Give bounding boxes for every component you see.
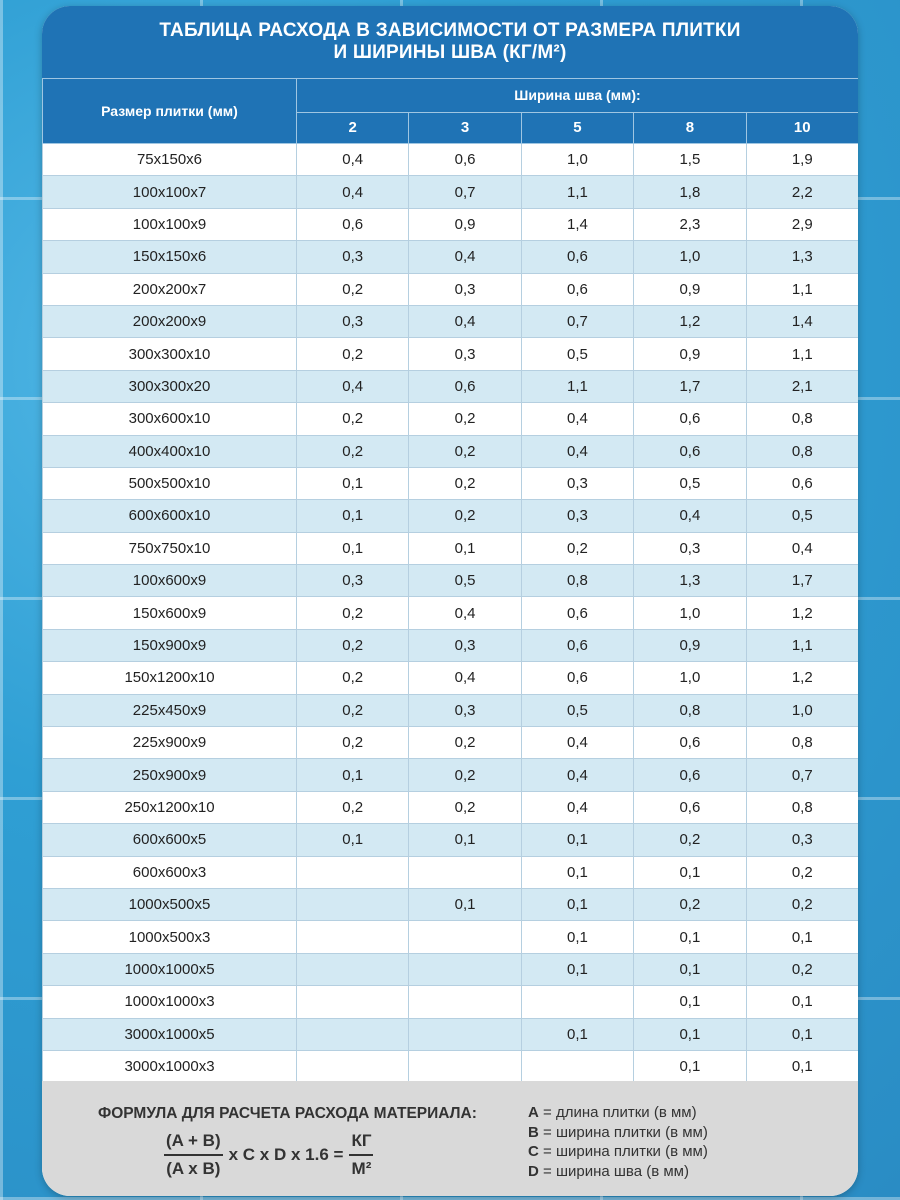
- consumption-value-cell: 1,3: [634, 565, 746, 597]
- consumption-value-cell: 1,1: [746, 273, 858, 305]
- table-row: [43, 305, 859, 337]
- table-row: [43, 403, 859, 435]
- consumption-value-cell: 1,9: [746, 144, 858, 176]
- legend-item: [528, 1103, 708, 1123]
- consumption-value-cell: 0,2: [297, 791, 409, 823]
- consumption-value-cell: 0,4: [521, 759, 633, 791]
- tile-size-cell: 600x600x10: [43, 500, 297, 532]
- consumption-value-cell: 0,1: [297, 824, 409, 856]
- consumption-value-cell: 0,1: [297, 500, 409, 532]
- tile-size-cell: 750x750x10: [43, 532, 297, 564]
- formula-fraction: [164, 1131, 223, 1179]
- consumption-value-cell: 0,1: [634, 953, 746, 985]
- formula-numerator: (A + B): [164, 1131, 223, 1156]
- consumption-value-cell: 0,1: [521, 953, 633, 985]
- formula-equation: [164, 1131, 373, 1179]
- consumption-value-cell: 1,5: [634, 144, 746, 176]
- consumption-value-cell: 0,5: [409, 565, 521, 597]
- consumption-value-cell: 1,4: [746, 305, 858, 337]
- consumption-value-cell: 0,3: [297, 565, 409, 597]
- tile-size-cell: 150x1200x10: [43, 662, 297, 694]
- tile-size-cell: 225x450x9: [43, 694, 297, 726]
- consumption-value-cell: 0,4: [521, 403, 633, 435]
- formula-legend: [528, 1103, 708, 1181]
- table-row: [43, 727, 859, 759]
- consumption-value-cell: 0,1: [634, 856, 746, 888]
- title-line-1: ТАБЛИЦА РАСХОДА В ЗАВИСИМОСТИ ОТ РАЗМЕРА ПЛИТКИ: [159, 20, 741, 41]
- consumption-value-cell: 0,4: [409, 662, 521, 694]
- consumption-value-cell: 0,2: [409, 759, 521, 791]
- consumption-value-cell: 2,9: [746, 208, 858, 240]
- consumption-value-cell: 0,2: [409, 403, 521, 435]
- tile-size-cell: 1000x1000x3: [43, 986, 297, 1018]
- consumption-value-cell: 0,2: [297, 403, 409, 435]
- consumption-value-cell: 0,2: [746, 856, 858, 888]
- tile-size-cell: 1000x1000x5: [43, 953, 297, 985]
- consumption-value-cell: 1,3: [746, 241, 858, 273]
- table-row: [43, 467, 859, 499]
- tile-size-cell: 200x200x9: [43, 305, 297, 337]
- consumption-value-cell: [297, 888, 409, 920]
- legend-key: B: [528, 1123, 539, 1141]
- table-row: [43, 144, 859, 176]
- consumption-value-cell: 0,2: [297, 338, 409, 370]
- table-row: [43, 532, 859, 564]
- consumption-value-cell: 0,5: [521, 694, 633, 726]
- consumption-value-cell: 0,8: [746, 435, 858, 467]
- table-row: [43, 759, 859, 791]
- tile-size-cell: 1000x500x5: [43, 888, 297, 920]
- consumption-value-cell: [297, 921, 409, 953]
- tile-size-cell: 150x900x9: [43, 629, 297, 661]
- consumption-value-cell: 0,6: [521, 629, 633, 661]
- consumption-value-cell: 0,5: [521, 338, 633, 370]
- consumption-value-cell: 0,4: [634, 500, 746, 532]
- consumption-value-cell: 0,3: [409, 338, 521, 370]
- joint-width-column: 2: [297, 112, 409, 143]
- size-column-header: Размер плитки (мм): [43, 79, 297, 144]
- table-row: [43, 629, 859, 661]
- consumption-value-cell: 0,1: [634, 921, 746, 953]
- consumption-value-cell: [297, 953, 409, 985]
- tile-size-cell: 600x600x3: [43, 856, 297, 888]
- formula-unit-denominator: М²: [351, 1159, 372, 1178]
- tile-size-cell: 300x300x10: [43, 338, 297, 370]
- table-row: [43, 856, 859, 888]
- consumption-value-cell: 0,7: [521, 305, 633, 337]
- formula-unit-numerator: КГ: [349, 1131, 373, 1156]
- consumption-value-cell: 0,3: [746, 824, 858, 856]
- consumption-value-cell: 0,1: [297, 467, 409, 499]
- tile-size-cell: 150x600x9: [43, 597, 297, 629]
- consumption-value-cell: 0,2: [746, 888, 858, 920]
- consumption-value-cell: 0,6: [521, 597, 633, 629]
- consumption-value-cell: 0,4: [409, 241, 521, 273]
- consumption-value-cell: 0,1: [746, 921, 858, 953]
- consumption-value-cell: 0,2: [634, 888, 746, 920]
- consumption-value-cell: 0,3: [297, 305, 409, 337]
- table-row: [43, 597, 859, 629]
- consumption-value-cell: 0,2: [297, 694, 409, 726]
- consumption-value-cell: 0,9: [634, 338, 746, 370]
- consumption-value-cell: 1,0: [634, 662, 746, 694]
- consumption-value-cell: 0,6: [634, 435, 746, 467]
- legend-key: D: [528, 1162, 539, 1180]
- formula-middle: x C x D x 1.6 =: [228, 1145, 344, 1164]
- consumption-value-cell: 1,0: [634, 597, 746, 629]
- consumption-value-cell: 0,4: [521, 791, 633, 823]
- table-row: [43, 176, 859, 208]
- table-row: [43, 208, 859, 240]
- consumption-value-cell: 0,2: [409, 467, 521, 499]
- consumption-value-cell: 0,1: [521, 1018, 633, 1050]
- title-line-2: И ШИРИНЫ ШВА (КГ/М²): [333, 42, 567, 63]
- consumption-value-cell: 0,6: [634, 403, 746, 435]
- consumption-value-cell: 0,1: [634, 986, 746, 1018]
- consumption-value-cell: 0,1: [521, 824, 633, 856]
- consumption-value-cell: 0,1: [521, 888, 633, 920]
- table-row: [43, 338, 859, 370]
- consumption-value-cell: 0,1: [746, 1050, 858, 1082]
- table-body: [43, 144, 859, 1083]
- consumption-value-cell: 0,1: [746, 986, 858, 1018]
- table-row: [43, 824, 859, 856]
- table-row: [43, 273, 859, 305]
- table-row: [43, 565, 859, 597]
- consumption-value-cell: 0,3: [409, 273, 521, 305]
- consumption-value-cell: 0,6: [634, 759, 746, 791]
- consumption-value-cell: 1,2: [746, 597, 858, 629]
- consumption-value-cell: 0,6: [297, 208, 409, 240]
- consumption-value-cell: 1,7: [746, 565, 858, 597]
- consumption-value-cell: 0,4: [521, 435, 633, 467]
- table-row: [43, 791, 859, 823]
- consumption-value-cell: 0,1: [409, 824, 521, 856]
- legend-text: = ширина шва (в мм): [543, 1162, 689, 1180]
- consumption-card: [42, 6, 858, 1196]
- table-row: [43, 1018, 859, 1050]
- table-row: [43, 370, 859, 402]
- consumption-value-cell: [297, 1050, 409, 1082]
- legend-text: = ширина плитки (в мм): [543, 1123, 708, 1141]
- consumption-value-cell: 1,2: [634, 305, 746, 337]
- tile-size-cell: 100x100x9: [43, 208, 297, 240]
- legend-item: [528, 1142, 708, 1162]
- consumption-value-cell: 0,2: [297, 662, 409, 694]
- tile-size-cell: 300x300x20: [43, 370, 297, 402]
- consumption-value-cell: 0,4: [297, 370, 409, 402]
- formula-unit: [349, 1131, 373, 1179]
- consumption-value-cell: 1,1: [746, 629, 858, 661]
- consumption-value-cell: [297, 986, 409, 1018]
- consumption-value-cell: 0,6: [409, 370, 521, 402]
- table-row: [43, 986, 859, 1018]
- consumption-value-cell: 2,3: [634, 208, 746, 240]
- consumption-value-cell: [409, 856, 521, 888]
- joint-width-column: 5: [521, 112, 633, 143]
- consumption-value-cell: 0,2: [634, 824, 746, 856]
- consumption-value-cell: 0,2: [297, 435, 409, 467]
- joint-width-column: 8: [634, 112, 746, 143]
- consumption-value-cell: 0,6: [521, 662, 633, 694]
- table-row: [43, 953, 859, 985]
- consumption-value-cell: 0,2: [297, 629, 409, 661]
- consumption-value-cell: 1,0: [634, 241, 746, 273]
- consumption-value-cell: 1,7: [634, 370, 746, 402]
- consumption-value-cell: 0,3: [634, 532, 746, 564]
- consumption-value-cell: 1,1: [521, 370, 633, 402]
- consumption-value-cell: 0,2: [409, 727, 521, 759]
- tile-size-cell: 300x600x10: [43, 403, 297, 435]
- consumption-value-cell: 0,4: [746, 532, 858, 564]
- consumption-value-cell: 0,4: [521, 727, 633, 759]
- consumption-value-cell: 0,8: [746, 791, 858, 823]
- consumption-value-cell: 0,3: [521, 467, 633, 499]
- consumption-value-cell: 0,8: [746, 403, 858, 435]
- joint-width-header: Ширина шва (мм):: [297, 79, 859, 113]
- consumption-value-cell: 0,9: [634, 629, 746, 661]
- consumption-value-cell: 0,4: [297, 176, 409, 208]
- consumption-value-cell: [297, 856, 409, 888]
- consumption-value-cell: 0,7: [746, 759, 858, 791]
- consumption-value-cell: 0,6: [634, 791, 746, 823]
- table-row: [43, 1050, 859, 1082]
- consumption-value-cell: [409, 1018, 521, 1050]
- consumption-value-cell: [521, 1050, 633, 1082]
- consumption-value-cell: 0,2: [297, 273, 409, 305]
- tile-size-cell: 3000x1000x5: [43, 1018, 297, 1050]
- tile-size-cell: 150x150x6: [43, 241, 297, 273]
- consumption-value-cell: 0,3: [521, 500, 633, 532]
- consumption-value-cell: 0,1: [297, 532, 409, 564]
- joint-width-column: 3: [409, 112, 521, 143]
- page-title: [42, 6, 858, 78]
- consumption-value-cell: 1,0: [521, 144, 633, 176]
- table-row: [43, 435, 859, 467]
- tile-size-cell: 600x600x5: [43, 824, 297, 856]
- consumption-value-cell: 0,2: [409, 500, 521, 532]
- consumption-value-cell: 0,1: [634, 1050, 746, 1082]
- consumption-value-cell: 0,4: [409, 597, 521, 629]
- consumption-value-cell: 0,6: [746, 467, 858, 499]
- consumption-value-cell: 0,1: [521, 856, 633, 888]
- tile-size-cell: 250x900x9: [43, 759, 297, 791]
- legend-key: C: [528, 1143, 539, 1160]
- consumption-value-cell: 0,3: [297, 241, 409, 273]
- tile-size-cell: 200x200x7: [43, 273, 297, 305]
- table-row: [43, 694, 859, 726]
- table-row: [43, 500, 859, 532]
- formula-denominator: (A x B): [166, 1159, 221, 1178]
- consumption-value-cell: 0,4: [409, 305, 521, 337]
- table-row: [43, 662, 859, 694]
- consumption-value-cell: [409, 953, 521, 985]
- consumption-value-cell: 2,2: [746, 176, 858, 208]
- consumption-value-cell: 0,6: [521, 241, 633, 273]
- consumption-value-cell: [297, 1018, 409, 1050]
- consumption-value-cell: [521, 986, 633, 1018]
- consumption-value-cell: [409, 1050, 521, 1082]
- consumption-value-cell: 0,8: [521, 565, 633, 597]
- consumption-value-cell: 1,4: [521, 208, 633, 240]
- table-row: [43, 241, 859, 273]
- consumption-value-cell: 0,2: [521, 532, 633, 564]
- consumption-table: [42, 78, 858, 1083]
- consumption-value-cell: 0,1: [746, 1018, 858, 1050]
- consumption-value-cell: 0,9: [634, 273, 746, 305]
- consumption-value-cell: 0,2: [297, 727, 409, 759]
- tile-size-cell: 400x400x10: [43, 435, 297, 467]
- consumption-value-cell: 0,5: [634, 467, 746, 499]
- consumption-value-cell: 1,8: [634, 176, 746, 208]
- tile-size-cell: 1000x500x3: [43, 921, 297, 953]
- formula-panel: [42, 1081, 858, 1196]
- consumption-value-cell: 0,1: [409, 888, 521, 920]
- consumption-value-cell: 0,2: [409, 791, 521, 823]
- consumption-value-cell: 1,1: [521, 176, 633, 208]
- consumption-value-cell: 0,3: [409, 694, 521, 726]
- tile-size-cell: 75x150x6: [43, 144, 297, 176]
- consumption-value-cell: 0,1: [409, 532, 521, 564]
- tile-size-cell: 100x600x9: [43, 565, 297, 597]
- consumption-value-cell: 1,2: [746, 662, 858, 694]
- legend-key: A: [528, 1104, 539, 1121]
- consumption-value-cell: 0,6: [634, 727, 746, 759]
- table-row: [43, 921, 859, 953]
- consumption-value-cell: 0,7: [409, 176, 521, 208]
- consumption-value-cell: [409, 921, 521, 953]
- tile-size-cell: 250x1200x10: [43, 791, 297, 823]
- consumption-value-cell: 0,1: [521, 921, 633, 953]
- consumption-value-cell: 0,2: [746, 953, 858, 985]
- legend-text: = ширина плитки (в мм): [543, 1143, 708, 1160]
- consumption-value-cell: 0,3: [409, 629, 521, 661]
- legend-item: [528, 1162, 708, 1182]
- consumption-value-cell: 0,9: [409, 208, 521, 240]
- tile-size-cell: 100x100x7: [43, 176, 297, 208]
- consumption-value-cell: 0,4: [297, 144, 409, 176]
- tile-size-cell: 3000x1000x3: [43, 1050, 297, 1082]
- consumption-value-cell: 0,8: [746, 727, 858, 759]
- legend-text: = длина плитки (в мм): [543, 1104, 697, 1121]
- consumption-value-cell: 1,0: [746, 694, 858, 726]
- consumption-value-cell: 0,6: [521, 273, 633, 305]
- tile-size-cell: 500x500x10: [43, 467, 297, 499]
- legend-item: [528, 1123, 708, 1143]
- formula-title: ФОРМУЛА ДЛЯ РАСЧЕТА РАСХОДА МАТЕРИАЛА:: [98, 1105, 477, 1122]
- consumption-value-cell: 0,1: [297, 759, 409, 791]
- consumption-value-cell: 0,5: [746, 500, 858, 532]
- joint-width-column: 10: [746, 112, 858, 143]
- table-row: [43, 888, 859, 920]
- consumption-value-cell: 0,6: [409, 144, 521, 176]
- tile-size-cell: 225x900x9: [43, 727, 297, 759]
- consumption-value-cell: [409, 986, 521, 1018]
- consumption-value-cell: 0,2: [297, 597, 409, 629]
- consumption-value-cell: 0,2: [409, 435, 521, 467]
- consumption-value-cell: 0,1: [634, 1018, 746, 1050]
- consumption-value-cell: 1,1: [746, 338, 858, 370]
- consumption-value-cell: 2,1: [746, 370, 858, 402]
- consumption-value-cell: 0,8: [634, 694, 746, 726]
